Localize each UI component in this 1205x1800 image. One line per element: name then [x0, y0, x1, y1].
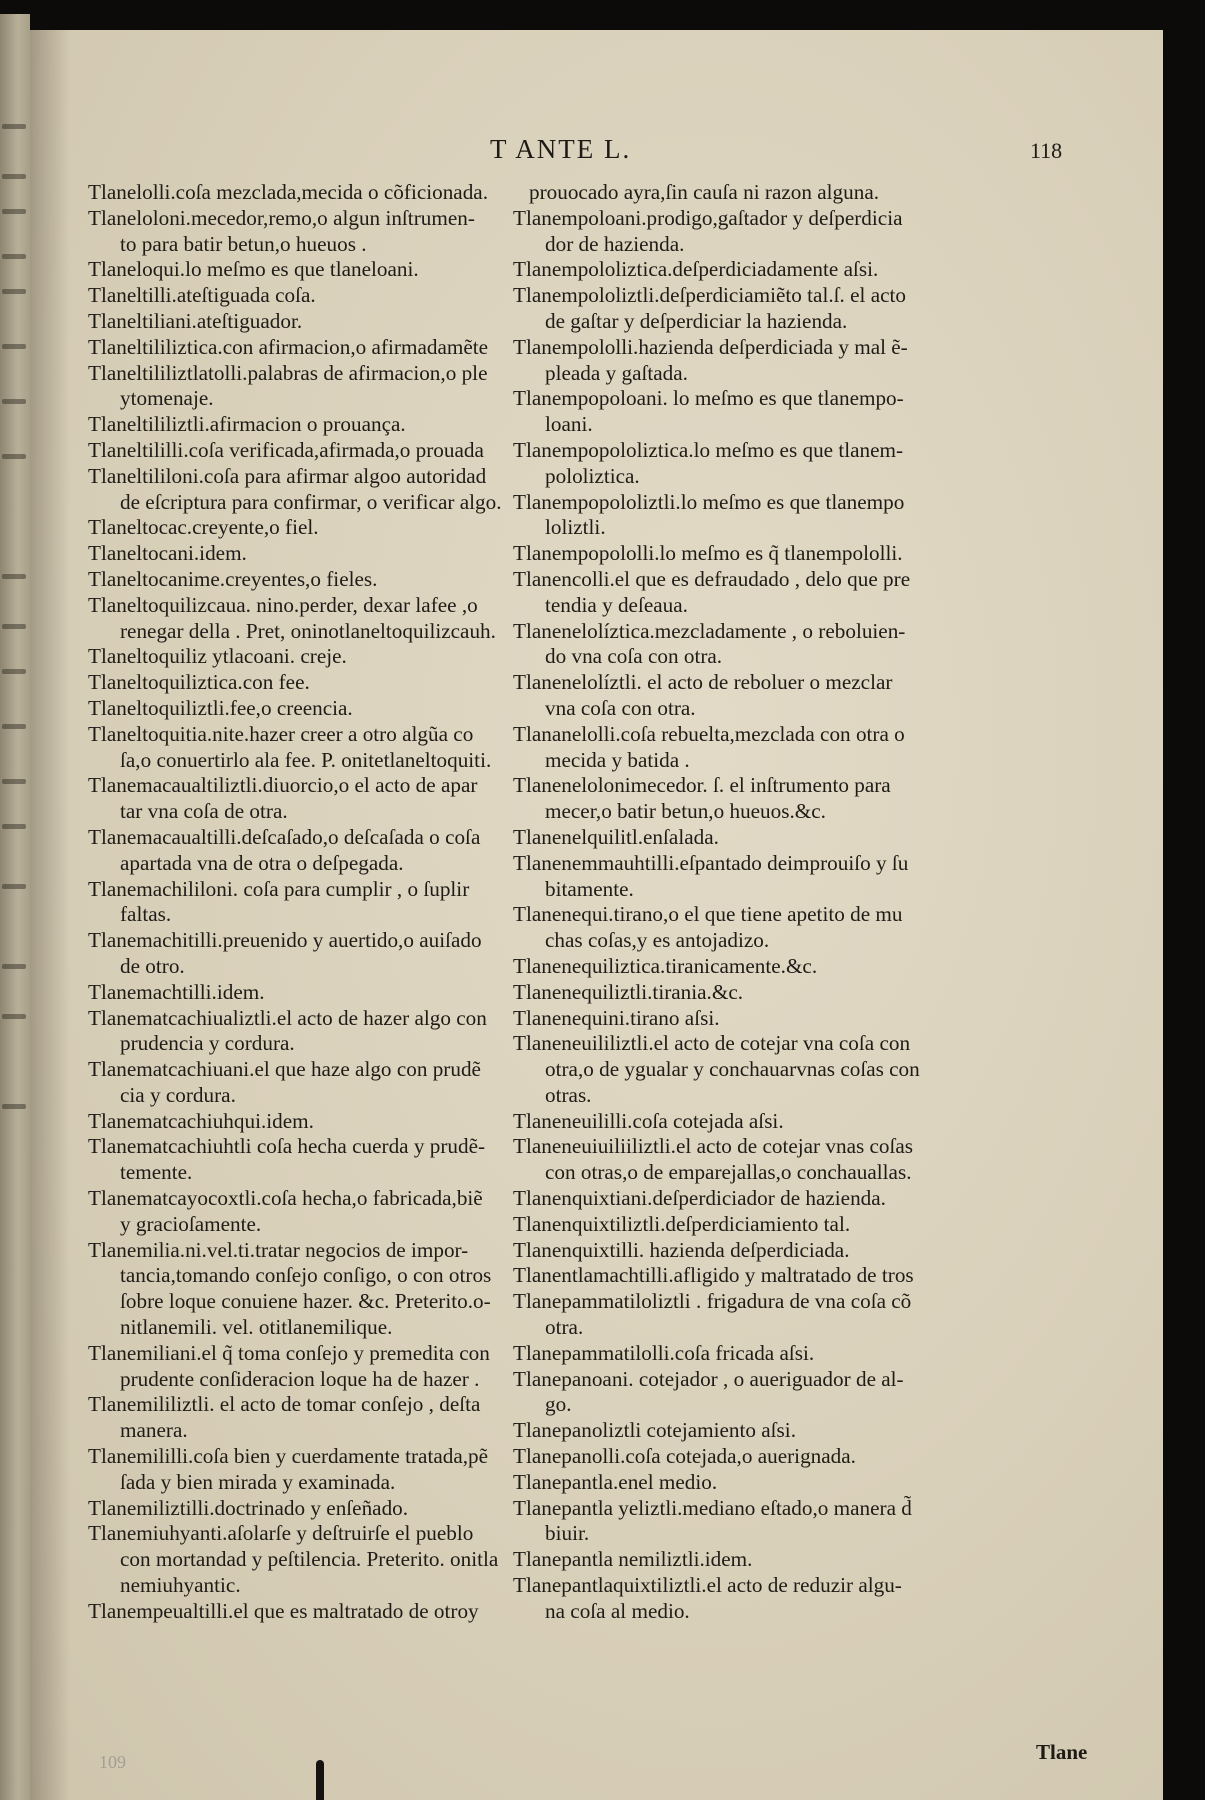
- dictionary-entry: [88, 1341, 533, 1393]
- entry-headword-line: Tlaneneuililiztli.el acto de cotejar vna coſa con: [513, 1031, 911, 1056]
- entry-headword-line: Tlanematcachiuhqui.idem.: [88, 1108, 314, 1133]
- entry-continuation-line: prudente conſideracion loque ha de hazer .: [120, 1366, 480, 1391]
- dictionary-entry: [88, 722, 533, 774]
- entry-headword-line: Tlanempopololli.lo meſmo es q̃ tlanempololli.: [513, 541, 903, 566]
- entry-continuation-line: dor de hazienda.: [545, 231, 685, 256]
- previous-page-text-mark: [2, 884, 26, 889]
- entry-headword-line: Tlanemachililoni. coſa para cumplir , o ſuplir: [88, 876, 470, 901]
- entry-headword-line: Tlanepammatilolli.coſa fricada aſsi.: [513, 1340, 815, 1365]
- dictionary-entry: [513, 1006, 963, 1032]
- entry-headword-line: Tlaneloloni.mecedor,remo,o algun inſtrumen-: [88, 205, 475, 230]
- previous-page-text-mark: [2, 1014, 26, 1019]
- page-number: 118: [1030, 138, 1063, 163]
- dictionary-entry: [513, 954, 963, 980]
- dictionary-entry: [88, 180, 533, 206]
- book-page: [30, 30, 1163, 1800]
- dictionary-entry: [513, 1547, 963, 1573]
- dictionary-entry: [88, 1599, 533, 1625]
- previous-page-text-mark: [2, 209, 26, 214]
- dictionary-entry: [513, 1212, 963, 1238]
- previous-page-text-mark: [2, 289, 26, 294]
- entry-headword-line: Tlanencolli.el que es defraudado , delo que pre: [513, 566, 911, 591]
- entry-headword-line: Tlaneltoquiliztica.con fee.: [88, 670, 310, 695]
- dictionary-entry: [88, 412, 533, 438]
- entry-headword-line: Tlanempeualtilli.el que es maltratado de otroy: [88, 1598, 479, 1623]
- dictionary-entry: [513, 619, 963, 671]
- entry-headword-line: Tlaneltililiztica.con afirmacion,o afirmadamẽte: [88, 334, 489, 359]
- entry-headword-line: Tlanepammatiloliztli . frigadura de vna coſa cõ: [513, 1289, 912, 1314]
- entry-headword-line: Tlanenquixtiliztli.deſperdiciamiento tal.: [513, 1211, 851, 1236]
- dictionary-entry: [88, 980, 533, 1006]
- entry-continuation-line: do vna coſa con otra.: [545, 644, 723, 669]
- entry-headword-line: Tlaneltililoni.coſa para afirmar algoo autoridad: [88, 463, 487, 488]
- entry-headword-line: Tlanelolli.coſa mezclada,mecida o cõficionada.: [88, 180, 489, 204]
- entry-continuation-line: de otro.: [120, 953, 185, 978]
- entry-headword-line: Tlanentlamachtilli.afligido y maltratado de tros: [513, 1263, 914, 1288]
- entry-headword-line: Tlaneltilli.ateſtiguada coſa.: [88, 283, 316, 308]
- dictionary-entry: [513, 851, 963, 903]
- previous-page-text-mark: [2, 724, 26, 729]
- previous-page-text-mark: [2, 344, 26, 349]
- dictionary-entry: [88, 206, 533, 258]
- dictionary-entry: [88, 1496, 533, 1522]
- previous-page-text-mark: [2, 574, 26, 579]
- entry-headword-line: Tlaneloqui.lo meſmo es que tlaneloani.: [88, 257, 419, 282]
- dictionary-entry: [513, 180, 963, 206]
- entry-continuation-line: pololiztica.: [545, 463, 640, 488]
- dictionary-entry: [513, 825, 963, 851]
- previous-page-text-mark: [2, 399, 26, 404]
- previous-page-text-mark: [2, 1104, 26, 1109]
- entry-headword-line: Tlanenequi.tirano,o el que tiene apetito de mu: [513, 902, 903, 927]
- dictionary-entry: [513, 386, 963, 438]
- dictionary-entry: [88, 335, 533, 361]
- catchword: Tlane: [1036, 1740, 1088, 1764]
- previous-page-text-mark: [2, 454, 26, 459]
- entry-headword-line: Tlanenequiliztica.tiranicamente.&c.: [513, 953, 818, 978]
- entry-headword-line: Tlanenequiliztli.tirania.&c.: [513, 979, 744, 1004]
- entry-continuation-line: to para batir betun,o hueuos .: [120, 231, 367, 256]
- entry-continuation-line: de gaſtar y deſperdiciar la hazienda.: [545, 308, 848, 333]
- previous-page-text-mark: [2, 254, 26, 259]
- entry-headword-line: Tlanenelolíztli. el acto de reboluer o mezclar: [513, 670, 893, 695]
- entry-headword-line: Tlanenelquilitl.enſalada.: [513, 824, 719, 849]
- entry-headword-line: Tlanemacaualtiliztli.diuorcio,o el acto de apar: [88, 773, 478, 798]
- entry-continuation-line: na coſa al medio.: [545, 1598, 690, 1623]
- dictionary-entry: [513, 1496, 963, 1548]
- entry-continuation-line: tar vna coſa de otra.: [120, 799, 288, 824]
- entry-continuation-line: otra,o de ygualar y conchauarvnas coſas con: [545, 1057, 920, 1082]
- entry-headword-line: Tlanemilia.ni.vel.ti.tratar negocios de impor-: [88, 1237, 469, 1262]
- spine-shadow: [30, 30, 70, 1800]
- dictionary-entry: [88, 1521, 533, 1598]
- show-through-number: 109: [99, 1752, 126, 1772]
- entry-headword-line: Tlanempopololiztica.lo meſmo es que tlanem-: [513, 437, 904, 462]
- entry-continuation-line: bitamente.: [545, 876, 634, 901]
- dictionary-entry: [88, 567, 533, 593]
- left-column: [88, 180, 533, 1625]
- entry-continuation-line: faltas.: [120, 902, 172, 927]
- entry-continuation-line: manera.: [120, 1418, 188, 1443]
- dictionary-entry: [88, 593, 533, 645]
- dictionary-entry: [88, 773, 533, 825]
- dictionary-entry: [513, 541, 963, 567]
- entry-continuation-line: cia y cordura.: [120, 1082, 236, 1107]
- entry-headword-line: Tlanempololiztica.deſperdiciadamente aſsi.: [513, 257, 879, 282]
- entry-headword-line: Tlanenelolíztica.mezcladamente , o reboluien-: [513, 618, 906, 643]
- dictionary-entry: [88, 464, 533, 516]
- entry-headword-line: Tlanemiliani.el q̃ toma conſejo y premedita con: [88, 1340, 490, 1365]
- dictionary-entry: [88, 696, 533, 722]
- dictionary-entry: [88, 257, 533, 283]
- dictionary-entry: [513, 1031, 963, 1108]
- entry-headword-line: Tlanemachtilli.idem.: [88, 979, 265, 1004]
- entry-headword-line: Tlaneltiliani.ateſtiguador.: [88, 308, 303, 333]
- entry-headword-line: Tlanenequini.tirano aſsi.: [513, 1005, 720, 1030]
- dictionary-entry: [513, 1367, 963, 1419]
- entry-headword-line: Tlaneltililli.coſa verificada,afirmada,o prouada: [88, 437, 484, 462]
- previous-page-text-mark: [2, 174, 26, 179]
- dictionary-entry: [513, 1341, 963, 1367]
- dictionary-entry: [88, 515, 533, 541]
- entry-continuation-line: con mortandad y peſtilencia. Preterito. onitla: [120, 1547, 499, 1572]
- entry-headword-line: Tlanepanoani. cotejador , o aueriguador de al-: [513, 1366, 904, 1391]
- dictionary-entry: [513, 1444, 963, 1470]
- entry-continuation-line: otra.: [545, 1315, 584, 1340]
- dictionary-entry: [88, 1238, 533, 1341]
- dictionary-entry: [88, 1006, 533, 1058]
- dictionary-entry: [513, 722, 963, 774]
- entry-headword-line: Tlaneltoquiliz ytlacoani. creje.: [88, 644, 347, 669]
- entry-headword-line: Tlanenemmauhtilli.eſpantado deimprouiſo y ſu: [513, 850, 909, 875]
- page-header: [30, 134, 1163, 174]
- entry-continuation-line: mecer,o batir betun,o hueuos.&c.: [545, 799, 826, 824]
- entry-continuation-line: biuir.: [545, 1521, 590, 1546]
- right-column: [513, 180, 963, 1625]
- entry-headword-line: Tlanempoloani.prodigo,gaſtador y deſperdicia: [513, 205, 903, 230]
- running-head: T ANTE L.: [490, 134, 632, 164]
- entry-headword-line: Tlanempopoloani. lo meſmo es que tlanempo-: [513, 386, 904, 411]
- entry-headword-line: Tlaneltocanime.creyentes,o fieles.: [88, 566, 378, 591]
- entry-headword-line: Tlanepantla.enel medio.: [513, 1469, 718, 1494]
- entry-continuation-line: nitlanemili. vel. otitlanemilique.: [120, 1315, 393, 1340]
- entry-headword-line: Tlanempopololiztli.lo meſmo es que tlanempo: [513, 489, 905, 514]
- dictionary-entry: [88, 438, 533, 464]
- previous-page-text-mark: [2, 124, 26, 129]
- dictionary-entry: [88, 361, 533, 413]
- entry-continuation-line: ſa,o conuertirlo ala fee. P. onitetlaneltoquiti.: [120, 747, 492, 772]
- entry-headword-line: Tlanenquixtiani.deſperdiciador de hazienda.: [513, 1186, 886, 1211]
- entry-headword-line: Tlaneneuiuiliiliztli.el acto de cotejar vnas coſas: [513, 1134, 914, 1159]
- dictionary-entry: [88, 283, 533, 309]
- entry-headword-line: Tlaneltililiztlatolli.palabras de afirmacion,o ple: [88, 360, 488, 385]
- entry-headword-line: Tlanepantla yeliztli.mediano eſtado,o manera d̃: [513, 1495, 912, 1520]
- entry-headword-line: Tlanepantla nemiliztli.idem.: [513, 1547, 753, 1572]
- entry-headword-line: Tlanemililiztli. el acto de tomar conſejo , deſta: [88, 1392, 481, 1417]
- entry-headword-line: Tlanemiuhyanti.aſolarſe y deſtruirſe el pueblo: [88, 1521, 474, 1546]
- dictionary-entry: [513, 257, 963, 283]
- entry-headword-line: Tlaneltoquiliztli.fee,o creencia.: [88, 695, 353, 720]
- entry-headword-line: Tlanemiliztilli.doctrinado y enſeñado.: [88, 1495, 409, 1520]
- entry-headword-line: Tlanempololiztli.deſperdiciamiẽto tal.ſ. el acto: [513, 283, 907, 308]
- entry-headword-line: Tlaneneuililli.coſa cotejada aſsi.: [513, 1108, 784, 1133]
- dictionary-entry: [513, 1573, 963, 1625]
- entry-headword-line: Tlanenquixtilli. hazienda deſperdiciada.: [513, 1237, 850, 1262]
- entry-headword-line: Tlanematcayocoxtli.coſa hecha,o fabricada,biẽ: [88, 1186, 483, 1211]
- entry-continuation-line: loani.: [545, 412, 593, 437]
- entry-continuation-line: chas coſas,y es antojadizo.: [545, 928, 770, 953]
- previous-page-text-mark: [2, 624, 26, 629]
- entry-headword-line: Tlanepantlaquixtiliztli.el acto de reduzir algu-: [513, 1573, 902, 1598]
- entry-continuation-line: apartada vna de otra o deſpegada.: [120, 850, 404, 875]
- entry-continuation-line: y gracioſamente.: [120, 1211, 262, 1236]
- dictionary-entry: [513, 980, 963, 1006]
- dictionary-entry: [88, 541, 533, 567]
- dictionary-entry: [513, 902, 963, 954]
- entry-headword-line: Tlaneltililiztli.afirmacion o prouança.: [88, 412, 406, 437]
- dictionary-entry: [513, 1238, 963, 1264]
- entry-headword-line: Tlanemacaualtilli.deſcaſado,o deſcaſada o coſa: [88, 824, 481, 849]
- entry-continuation-line: tendia y deſeaua.: [545, 592, 688, 617]
- entry-headword-line: Tlaneltoquilizcaua. nino.perder, dexar lafee ,o: [88, 592, 478, 617]
- entry-continuation-line: nemiuhyantic.: [120, 1573, 241, 1598]
- entry-headword-line: Tlanematcachiuani.el que haze algo con prudẽ: [88, 1057, 481, 1082]
- dictionary-entry: [513, 1186, 963, 1212]
- entry-continuation-line: otras.: [545, 1082, 592, 1107]
- entry-headword-line: Tlanepanoliztli cotejamiento aſsi.: [513, 1418, 796, 1443]
- dictionary-entry: [88, 1134, 533, 1186]
- dictionary-entry: [88, 309, 533, 335]
- entry-continuation-line: mecida y batida .: [545, 747, 690, 772]
- entry-headword-line: Tlanemililli.coſa bien y cuerdamente tratada,pẽ: [88, 1444, 489, 1469]
- previous-page-text-mark: [2, 824, 26, 829]
- entry-continuation-line: prudencia y cordura.: [120, 1031, 295, 1056]
- dictionary-entry: [513, 490, 963, 542]
- entry-headword-line: Tlaneltoquitia.nite.hazer creer a otro algũa co: [88, 721, 474, 746]
- dictionary-entry: [513, 1470, 963, 1496]
- dictionary-entry: [88, 928, 533, 980]
- bookmark-ribbon: [316, 1760, 324, 1800]
- dictionary-entry: [513, 1289, 963, 1341]
- entry-headword-line: Tlanepanolli.coſa cotejada,o auerignada.: [513, 1444, 856, 1469]
- entry-continuation-line: de eſcriptura para confirmar, o verificar algo.: [120, 489, 502, 514]
- dictionary-entry: [513, 567, 963, 619]
- entry-continuation-line: go.: [545, 1392, 572, 1417]
- dictionary-entry: [88, 1057, 533, 1109]
- entry-continuation-line: loliztli.: [545, 515, 606, 540]
- entry-continuation-line: vna coſa con otra.: [545, 695, 696, 720]
- previous-page-text-marks: [0, 14, 30, 1800]
- entry-continuation-line: ſobre loque conuiene hazer. &c. Preterito.o-: [120, 1289, 491, 1314]
- entry-headword-line: Tlanematcachiualiztli.el acto de hazer algo con: [88, 1005, 487, 1030]
- entry-continuation-line: tancia,tomando conſejo conſigo, o con otros: [120, 1263, 492, 1288]
- entry-headword-line: Tlaneltocac.creyente,o fiel.: [88, 515, 319, 540]
- dictionary-entry: [88, 877, 533, 929]
- dictionary-entry: [88, 1109, 533, 1135]
- dictionary-entry: [88, 644, 533, 670]
- entry-headword-line: Tlanematcachiuhtli coſa hecha cuerda y prudẽ-: [88, 1134, 486, 1159]
- dictionary-entry: [88, 825, 533, 877]
- dictionary-entry: [513, 283, 963, 335]
- dictionary-entry: [513, 1109, 963, 1135]
- dictionary-entry: [513, 670, 963, 722]
- dictionary-entry: [88, 1392, 533, 1444]
- dictionary-entry: [513, 438, 963, 490]
- entry-continuation-line: pleada y gaſtada.: [545, 360, 688, 385]
- dictionary-entry: [513, 206, 963, 258]
- entry-headword-line: Tlanemachitilli.preuenido y auertido,o auiſado: [88, 928, 482, 953]
- previous-page-text-mark: [2, 964, 26, 969]
- dictionary-entry: [513, 773, 963, 825]
- dictionary-entry: [88, 670, 533, 696]
- previous-page-text-mark: [2, 669, 26, 674]
- dictionary-entry: [513, 335, 963, 387]
- dictionary-entry: [513, 1418, 963, 1444]
- entry-continuation-line: renegar della . Pret, oninotlaneltoquilizcauh.: [120, 618, 496, 643]
- dictionary-entry: [88, 1186, 533, 1238]
- entry-headword-line: Tlanempololli.hazienda deſperdiciada y mal ẽ-: [513, 334, 908, 359]
- entry-headword-line: Tlananelolli.coſa rebuelta,mezclada con otra o: [513, 721, 905, 746]
- entry-headword-line: Tlaneltocani.idem.: [88, 541, 247, 566]
- previous-page-text-mark: [2, 779, 26, 784]
- dictionary-entry: [513, 1263, 963, 1289]
- entry-continuation-line: con otras,o de emparejallas,o conchauallas.: [545, 1160, 912, 1185]
- entry-continuation-line: temente.: [120, 1160, 193, 1185]
- entry-headword-line: prouocado ayra,ſin cauſa ni razon alguna.: [529, 180, 880, 204]
- previous-page-edge: [0, 14, 30, 1800]
- entry-headword-line: Tlanenelolonimecedor. ſ. el inſtrumento para: [513, 773, 891, 798]
- entry-continuation-line: ytomenaje.: [120, 386, 214, 411]
- dictionary-entry: [513, 1134, 963, 1186]
- dictionary-entry: [88, 1444, 533, 1496]
- entry-continuation-line: ſada y bien mirada y examinada.: [120, 1469, 396, 1494]
